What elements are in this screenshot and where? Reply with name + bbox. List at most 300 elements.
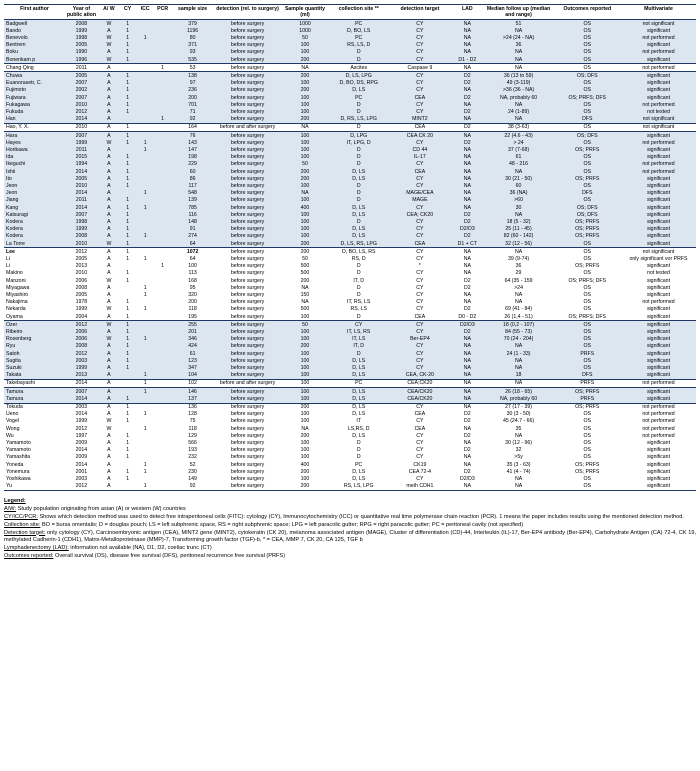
cell-6: 1196 (171, 27, 213, 34)
cell-14: significant (621, 154, 696, 161)
cell-11: NA (451, 49, 483, 56)
cell-12: NA (484, 432, 554, 439)
cell-14: not tested (621, 108, 696, 115)
cell-9: D (329, 292, 389, 299)
cell-6: 535 (171, 56, 213, 64)
table-row (4, 80, 696, 87)
cell-12: NA, probably 60 (484, 395, 554, 403)
cell-13: OS (554, 336, 621, 343)
cell-7: before surgery (214, 292, 281, 299)
cell-0: Nakajima (4, 299, 64, 306)
cell-14: significant (621, 454, 696, 461)
cell-2: W (99, 336, 119, 343)
cell-3: 1 (119, 447, 136, 454)
cell-10: CY (389, 306, 451, 313)
cell-2: W (99, 321, 119, 329)
cell-7: before surgery (214, 161, 281, 168)
cell-10: CY (389, 72, 451, 80)
cell-0: Fukagawa (4, 101, 64, 108)
cell-8: 1000 (281, 20, 328, 28)
cell-14: not performed (621, 139, 696, 146)
table-row (4, 56, 696, 64)
cell-13: OS (554, 476, 621, 483)
cell-10: CY (389, 418, 451, 425)
cell-2: A (99, 343, 119, 350)
cell-3: 1 (119, 139, 136, 146)
cell-8: 100 (281, 182, 328, 189)
cell-11: NA (451, 42, 483, 49)
cell-4 (136, 132, 153, 140)
cell-9: D (329, 190, 389, 197)
cell-2: A (99, 313, 119, 321)
cell-6: 146 (171, 388, 213, 396)
table-row (4, 336, 696, 343)
cell-0: Kodera (4, 226, 64, 233)
cell-14: significant (621, 284, 696, 291)
cell-2: A (99, 123, 119, 131)
cell-8: NA (281, 190, 328, 197)
cell-6: 80 (171, 34, 213, 41)
cell-13: OS (554, 108, 621, 115)
cell-11: NA (451, 20, 483, 28)
cell-0: Yamamoto (4, 447, 64, 454)
cell-4 (136, 218, 153, 225)
cell-3: 1 (119, 403, 136, 411)
cell-5: 1 (154, 64, 171, 72)
cell-13: OS (554, 284, 621, 291)
cell-10: CY (389, 49, 451, 56)
cell-2: W (99, 139, 119, 146)
cell-6: 100 (171, 263, 213, 270)
cell-12: NA (484, 27, 554, 34)
cell-5 (154, 388, 171, 396)
cell-5 (154, 56, 171, 64)
cell-14: not performed (621, 161, 696, 168)
cell-10: MAGE (389, 197, 451, 204)
cell-6: 149 (171, 476, 213, 483)
cell-0: Wu (4, 432, 64, 439)
cell-4: 1 (136, 190, 153, 197)
cell-5 (154, 313, 171, 321)
cell-4 (136, 56, 153, 64)
cell-11: NA (451, 350, 483, 357)
cell-10: MAGE/CEA (389, 190, 451, 197)
cell-0: Kang (4, 204, 64, 211)
cell-9: D (329, 447, 389, 454)
header-lad: LAD (451, 5, 483, 20)
cell-4: 1 (136, 34, 153, 41)
cell-2: A (99, 182, 119, 189)
cell-1: 2012 (64, 248, 99, 256)
cell-13: OS (554, 248, 621, 256)
cell-2: A (99, 146, 119, 153)
cell-8: NA (281, 64, 328, 72)
cell-12: NA (484, 211, 554, 218)
cell-2: A (99, 299, 119, 306)
cell-11: D1 + CT (451, 240, 483, 248)
cell-10: CY (389, 256, 451, 263)
cell-2: A (99, 483, 119, 491)
cell-4: 1 (136, 336, 153, 343)
cell-6: 193 (171, 447, 213, 454)
cell-5 (154, 418, 171, 425)
cell-5 (154, 365, 171, 372)
table-row (4, 154, 696, 161)
cell-8: 200 (281, 468, 328, 475)
cell-3: 1 (119, 175, 136, 182)
cell-5 (154, 432, 171, 439)
cell-1: 2004 (64, 313, 99, 321)
cell-12: 30 (484, 204, 554, 211)
cell-3: 1 (119, 454, 136, 461)
cell-7: before surgery (214, 403, 281, 411)
cell-10: MINT2 (389, 116, 451, 124)
cell-14: significant (621, 182, 696, 189)
cell-10: CY (389, 403, 451, 411)
cell-13: OS; PRFS (554, 233, 621, 240)
cell-10: CY (389, 27, 451, 34)
cell-13: OS (554, 80, 621, 87)
cell-12: 84 (55 - 73) (484, 329, 554, 336)
cell-0: Makino (4, 270, 64, 277)
cell-0: Ozer (4, 321, 64, 329)
cell-12: 35 (484, 425, 554, 432)
cell-2: A (99, 284, 119, 291)
cell-1: 2012 (64, 108, 99, 115)
cell-1: 2014 (64, 204, 99, 211)
cell-9: D, LS (329, 87, 389, 94)
table-row (4, 116, 696, 124)
cell-10: CEA (389, 411, 451, 418)
cell-13: OS (554, 483, 621, 491)
cell-10: CY (389, 248, 451, 256)
cell-0: Vogel (4, 418, 64, 425)
cell-1: 2014 (64, 190, 99, 197)
cell-2: A (99, 49, 119, 56)
cell-2: A (99, 94, 119, 101)
table-row (4, 240, 696, 248)
cell-12: 26 (1,4 - 51) (484, 313, 554, 321)
cell-7: before surgery (214, 483, 281, 491)
cell-0: Bentrem (4, 42, 64, 49)
cell-12: NA, probably 60 (484, 94, 554, 101)
cell-8: 100 (281, 357, 328, 364)
cell-13: OS (554, 34, 621, 41)
cell-5 (154, 440, 171, 447)
cell-0: Takebayashi (4, 379, 64, 387)
cell-0: Jiang (4, 197, 64, 204)
cell-10: CEA 72-4 (389, 468, 451, 475)
cell-10: Ber-EP4 (389, 336, 451, 343)
cell-2: W (99, 42, 119, 49)
cell-13: OS; PRFS (554, 263, 621, 270)
cell-12: >60 (484, 197, 554, 204)
cell-5 (154, 139, 171, 146)
cell-13: OS (554, 411, 621, 418)
cell-14: significant (621, 218, 696, 225)
cell-6: 92 (171, 116, 213, 124)
cell-2: W (99, 277, 119, 284)
table-row (4, 395, 696, 403)
cell-1: 2007 (64, 132, 99, 140)
cell-8: NA (281, 123, 328, 131)
cell-12: 61 (484, 154, 554, 161)
cell-11: NA (451, 357, 483, 364)
cell-10: CY (389, 56, 451, 64)
cell-9: RS, LS, LPG (329, 483, 389, 491)
cell-12: >5y (484, 454, 554, 461)
cell-14: significant (621, 277, 696, 284)
cell-12: 37 (7-68) (484, 146, 554, 153)
cell-5 (154, 306, 171, 313)
cell-3: 1 (119, 108, 136, 115)
cell-4 (136, 87, 153, 94)
cell-10: CY (389, 440, 451, 447)
cell-13: OS (554, 292, 621, 299)
cell-7: before surgery (214, 190, 281, 197)
cell-13: DFS (554, 116, 621, 124)
cell-11: D2 (451, 329, 483, 336)
cell-13: OS (554, 101, 621, 108)
cell-10: CD 44 (389, 146, 451, 153)
cell-8: NA (281, 425, 328, 432)
cell-8: 100 (281, 336, 328, 343)
cell-4 (136, 343, 153, 350)
cell-4: 1 (136, 139, 153, 146)
legend-line-target: Detection target: only cytology (CY), Carcinoembryonic antigen (CEA), MINT2 gene (MINT2), cytokeratin (CK 20), melanoma associated antigen (MAGE), Cluster of differentiation (CD)-44, Interleukin (IL)-17, Ber-EP4 antibody (Ber-EP4), Carbohydrate Antigen (CA) 72-4, CK 19, methylated Cadherin-1 (CDH1), Matrix-Metalloproteinase (MMP)-7, Transforming growth factor (TGF)-b, * = CEA, MMP 7, CK 20, CA 125, TGF b (4, 529, 696, 544)
cell-4: 1 (136, 204, 153, 211)
cell-11: NA (451, 204, 483, 211)
legend-line-aw: A/W: Study population originating from asian (A) or western (W) countries (4, 505, 186, 512)
table-row (4, 388, 696, 396)
cell-14: significant (621, 240, 696, 248)
cell-7: before surgery (214, 418, 281, 425)
cell-1: 2007 (64, 80, 99, 87)
cell-7: before surgery (214, 132, 281, 140)
cell-3: 1 (119, 87, 136, 94)
cell-0: Ikeguchi (4, 161, 64, 168)
table-row (4, 34, 696, 41)
cell-5 (154, 204, 171, 211)
cell-1: 2006 (64, 277, 99, 284)
cell-4 (136, 116, 153, 124)
table-row (4, 226, 696, 233)
legend-block (4, 498, 696, 560)
cell-2: A (99, 116, 119, 124)
cell-10: CY (389, 182, 451, 189)
cell-5 (154, 233, 171, 240)
cell-9: PC (329, 379, 389, 387)
cell-6: 75 (171, 418, 213, 425)
cell-10: CY (389, 270, 451, 277)
cell-2: W (99, 418, 119, 425)
cell-6: 143 (171, 139, 213, 146)
cell-6: 86 (171, 175, 213, 182)
cell-7: before surgery (214, 154, 281, 161)
cell-13: OS (554, 64, 621, 72)
cell-12: 69 (41 - 84) (484, 306, 554, 313)
cell-12: 36 (484, 263, 554, 270)
cell-12: 27 (17 - 39) (484, 403, 554, 411)
cell-9: D (329, 101, 389, 108)
cell-0: Chuwa (4, 72, 64, 80)
cell-12: 48 - 216 (484, 161, 554, 168)
cell-3: 1 (119, 94, 136, 101)
cell-11: NA (451, 461, 483, 468)
cell-8: 200 (281, 87, 328, 94)
cell-9: D, LS (329, 175, 389, 182)
cell-14: significant (621, 306, 696, 313)
cell-9: D (329, 182, 389, 189)
cell-1: 2015 (64, 154, 99, 161)
cell-5 (154, 395, 171, 403)
cell-1: 2014 (64, 461, 99, 468)
cell-7: before surgery (214, 101, 281, 108)
cell-3: 1 (119, 468, 136, 475)
cell-3: 1 (119, 204, 136, 211)
cell-12: 82 (60 - 142) (484, 233, 554, 240)
cell-4: 1 (136, 292, 153, 299)
cell-8: 100 (281, 365, 328, 372)
cell-13: OS (554, 87, 621, 94)
cell-3: 1 (119, 49, 136, 56)
cell-13: OS (554, 42, 621, 49)
cell-7: before surgery (214, 27, 281, 34)
cell-7: before surgery (214, 329, 281, 336)
cell-0: Katsuragi (4, 211, 64, 218)
cell-10: CY (389, 20, 451, 28)
cell-0: Ida (4, 154, 64, 161)
cell-6: 139 (171, 197, 213, 204)
cell-2: W (99, 425, 119, 432)
table-row (4, 313, 696, 321)
table-row (4, 42, 696, 49)
cell-8: 200 (281, 432, 328, 439)
cell-3: 1 (119, 34, 136, 41)
cell-10: IL-17 (389, 154, 451, 161)
cell-13: OS (554, 123, 621, 131)
cell-12: 38 (3-63) (484, 123, 554, 131)
cell-9: IT, LS, RS (329, 329, 389, 336)
cell-7: before surgery (214, 350, 281, 357)
table-row (4, 211, 696, 218)
cell-6: 164 (171, 123, 213, 131)
header-outcomes: Outcomes reported (554, 5, 621, 20)
table-row (4, 372, 696, 380)
cell-4 (136, 20, 153, 28)
cell-4 (136, 321, 153, 329)
cell-5 (154, 270, 171, 277)
cell-4: 1 (136, 461, 153, 468)
cell-13: OS (554, 432, 621, 439)
cell-8: 100 (281, 440, 328, 447)
cell-6: 148 (171, 218, 213, 225)
cell-2: A (99, 256, 119, 263)
legend-line-cy: CY/ICC/PCR: Shows which detection method was used to detect free intraperitoneal cells (FITC): cytology (CY), Immunocytochemistry (ICC) or quantitative real time polymerase chain reaction (PCR). 1 means the paper includes results using the mentioned detection method. (4, 513, 684, 520)
cell-14: not significant (621, 123, 696, 131)
cell-0: Yamamoto (4, 440, 64, 447)
cell-5 (154, 357, 171, 364)
table-row (4, 190, 696, 197)
cell-13: OS (554, 321, 621, 329)
cell-3 (119, 190, 136, 197)
cell-13: OS (554, 49, 621, 56)
cell-7: before surgery (214, 42, 281, 49)
cell-10: Caspase 9 (389, 64, 451, 72)
cell-2: W (99, 306, 119, 313)
cell-13: OS (554, 440, 621, 447)
cell-5 (154, 27, 171, 34)
cell-13: OS (554, 168, 621, 175)
cell-11: NA (451, 425, 483, 432)
cell-4 (136, 329, 153, 336)
cell-6: 93 (171, 49, 213, 56)
cell-7: before surgery (214, 94, 281, 101)
cell-0: Manzoni (4, 277, 64, 284)
cell-14: not performed (621, 34, 696, 41)
cell-1: 2014 (64, 168, 99, 175)
cell-10: CY (389, 87, 451, 94)
cell-8: 100 (281, 411, 328, 418)
cell-12: 30 (21 - 50) (484, 175, 554, 182)
cell-4 (136, 211, 153, 218)
table-row (4, 49, 696, 56)
cell-13: OS; PRFS (554, 175, 621, 182)
cell-9: D (329, 263, 389, 270)
cell-14: significant (621, 27, 696, 34)
cell-1: 2008 (64, 284, 99, 291)
cell-10: CEA/CK20 (389, 395, 451, 403)
cell-3: 1 (119, 168, 136, 175)
cell-11: NA (451, 161, 483, 168)
cell-0: Ueno (4, 411, 64, 418)
table-row (4, 197, 696, 204)
cell-7: before surgery (214, 299, 281, 306)
cell-14: not performed (621, 418, 696, 425)
cell-4: 1 (136, 256, 153, 263)
header-detection-target: detection target (389, 5, 451, 20)
cell-0: Fukuda (4, 108, 64, 115)
cell-2: A (99, 64, 119, 72)
cell-3 (119, 64, 136, 72)
cell-11: D2 (451, 94, 483, 101)
cell-7: before surgery (214, 336, 281, 343)
table-row (4, 270, 696, 277)
cell-8: 100 (281, 329, 328, 336)
cell-8: 100 (281, 132, 328, 140)
cell-2: A (99, 292, 119, 299)
cell-9: D (329, 49, 389, 56)
cell-14: significant (621, 447, 696, 454)
cell-4 (136, 277, 153, 284)
cell-9: D (329, 123, 389, 131)
cell-0: Tokuda (4, 403, 64, 411)
cell-9: D (329, 161, 389, 168)
cell-7: before surgery (214, 80, 281, 87)
cell-0: Miyashiro (4, 292, 64, 299)
cell-13: OS; PRFS (554, 461, 621, 468)
cell-12: 64 (35 - 159 (484, 277, 554, 284)
cell-8: 100 (281, 101, 328, 108)
cell-3: 1 (119, 365, 136, 372)
table-row (4, 440, 696, 447)
cell-14: significant (621, 395, 696, 403)
cell-6: 137 (171, 395, 213, 403)
cell-3: 1 (119, 411, 136, 418)
cell-1: 2013 (64, 372, 99, 380)
cell-13: OS (554, 454, 621, 461)
cell-13: OS; DFS (554, 204, 621, 211)
